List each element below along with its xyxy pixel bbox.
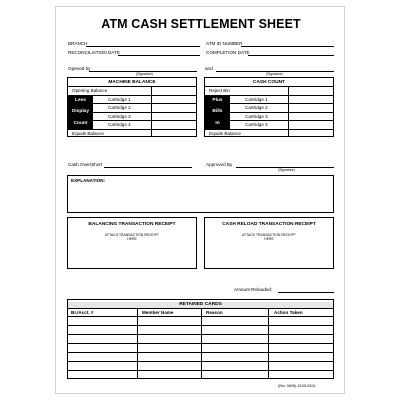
mb-equals-balance: Equals Balance xyxy=(72,130,104,136)
signature-caption-2: (Signature) xyxy=(266,72,283,76)
approved-signature-caption: (Signature) xyxy=(278,168,295,172)
balancing-receipt-title: BALANCING TRANSACTION RECEIPT xyxy=(88,222,176,227)
col-member-name: Member Name xyxy=(142,310,174,315)
cash-over-short-field[interactable] xyxy=(104,167,192,168)
cc-cartridge-1: Cartridge 1 xyxy=(245,96,268,102)
cc-equals-balance: Equals Balance xyxy=(209,130,241,136)
cash-count-box xyxy=(204,77,334,137)
explanation-box[interactable] xyxy=(67,175,334,213)
cc-cartridge-4: Cartridge 4 xyxy=(245,122,268,127)
explanation-label: EXPLANATION: xyxy=(71,178,106,183)
machine-balance-box xyxy=(67,77,197,137)
balancing-receipt-box xyxy=(67,217,197,269)
plus-bills-in-label: Plus Bills In xyxy=(205,95,230,129)
amount-reloaded-field[interactable] xyxy=(278,292,334,293)
opened-by-label: Opened by xyxy=(68,66,91,71)
mb-cartridge-2: Cartridge 2 xyxy=(108,105,131,110)
mb-cartridge-1: Cartridge 1 xyxy=(108,96,131,102)
machine-balance-title: MACHINE BALANCE xyxy=(108,79,156,85)
less-display-count-label: Less Display Count xyxy=(68,95,93,129)
col-action-taken: Action Taken xyxy=(274,310,303,315)
retained-cards-table xyxy=(67,299,334,379)
reload-attach-note: ATTACH TRANSACTION RECEIPT HERE xyxy=(242,233,296,242)
atm-id-field[interactable] xyxy=(241,46,334,47)
reject-bin-label: Reject Bin xyxy=(209,87,230,93)
completion-date-field[interactable] xyxy=(248,55,334,56)
signature-caption-1: (Signature) xyxy=(136,72,153,76)
approved-by-label: Approved By xyxy=(206,162,233,167)
col-br-acct: Br./Acct. # xyxy=(71,310,94,315)
mb-cartridge-3: Cartridge 3 xyxy=(108,113,131,119)
col-reason: Reason xyxy=(206,310,223,315)
reconciliation-date-label: RECONCILIATION DATE xyxy=(68,50,120,55)
and-label: and xyxy=(205,66,213,71)
reconciliation-date-field[interactable] xyxy=(118,55,200,56)
mb-cartridge-4: Cartridge 4 xyxy=(108,122,131,127)
branch-field[interactable] xyxy=(86,46,200,47)
branch-label: BRANCH xyxy=(68,41,88,46)
cc-cartridge-3: Cartridge 3 xyxy=(245,113,268,119)
reload-receipt-title: CASH RELOAD TRANSACTION RECEIPT xyxy=(222,222,316,227)
reload-receipt-box xyxy=(204,217,334,269)
balancing-attach-note: ATTACH TRANSACTION RECEIPT HERE xyxy=(105,233,159,242)
settlement-sheet xyxy=(55,6,345,394)
page-title: ATM CASH SETTLEMENT SHEET xyxy=(101,17,301,31)
amount-reloaded-label: Amount Reloaded: xyxy=(234,287,273,292)
retained-cards-title: RETAINED CARDS xyxy=(68,302,333,309)
atm-id-label: ATM ID NUMBER xyxy=(206,41,243,46)
completion-date-label: COMPLETION DATE xyxy=(206,50,250,55)
cash-count-title: CASH COUNT xyxy=(253,79,285,85)
cc-cartridge-2: Cartridge 2 xyxy=(245,105,268,110)
opening-balance-label: Opening Balance xyxy=(72,87,108,93)
cash-over-short-label: Cash Over/Short xyxy=(68,162,103,167)
form-revision-footer: (Rev. 06/06) 10101/0104 xyxy=(278,384,316,388)
